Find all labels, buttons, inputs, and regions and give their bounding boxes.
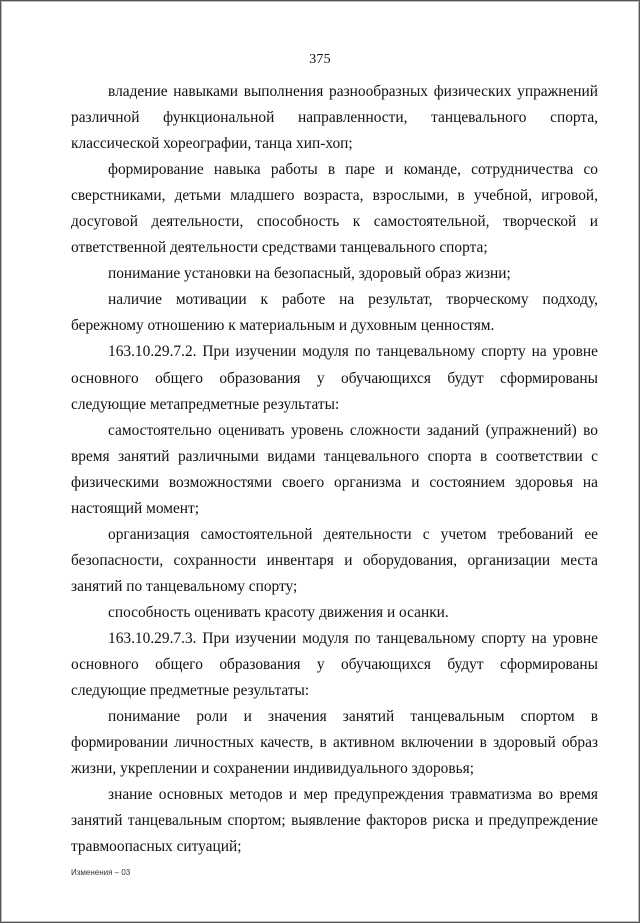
paragraph: формирование навыка работы в паре и команде, сотрудничества со сверстниками, детьми младшего возраста, взрослыми, в учебной, игровой, досуговой деятельности, способность к самостоятельной, творческой и ответственной деятельности средствами танцевального спорта; [71, 161, 598, 257]
paragraph: понимание роли и значения занятий танцевальным спортом в формировании личностных качеств, в активном включении в здоровый образ жизни, укреплении и сохранении индивидуального здоровья; [71, 708, 598, 778]
page-number: 375 [309, 52, 331, 67]
paragraph: самостоятельно оценивать уровень сложности заданий (упражнений) во время занятий различными видами танцевального спорта в соответствии с физическими возможностями своего организма и состоянием здоровья на настоящий момент; [71, 421, 598, 517]
section-paragraph: 163.10.29.7.2. При изучении модуля по танцевальному спорту на уровне основного общего образования у обучающихся будут сформированы следующие метапредметные результаты: [71, 343, 598, 413]
footer-revision: Изменения – 03 [71, 868, 131, 877]
paragraph: владение навыками выполнения разнообразных физических упражнений различной функциональной направленности, танцевального спорта, классической хореографии, танца хип-хоп; [71, 83, 598, 153]
section-paragraph: 163.10.29.7.3. При изучении модуля по танцевальному спорту на уровне основного общего образования у обучающихся будут сформированы следующие предметные результаты: [71, 629, 598, 700]
document-body [71, 79, 598, 860]
paragraph: организация самостоятельной деятельности с учетом требований ее безопасности, сохранности инвентаря и оборудования, организации места занятий по танцевальному спорту; [71, 525, 598, 595]
paragraph: наличие мотивации к работе на результат, творческому подходу, бережному отношению к материальным и духовным ценностям. [71, 291, 598, 335]
paragraph: способность оценивать красоту движения и осанки. [108, 603, 449, 621]
paragraph: знание основных методов и мер предупреждения травматизма во время занятий танцевальным спортом; выявление факторов риска и предупреждение травмоопасных ситуаций; [71, 786, 598, 856]
paragraph: понимание установки на безопасный, здоровый образ жизни; [108, 265, 511, 283]
